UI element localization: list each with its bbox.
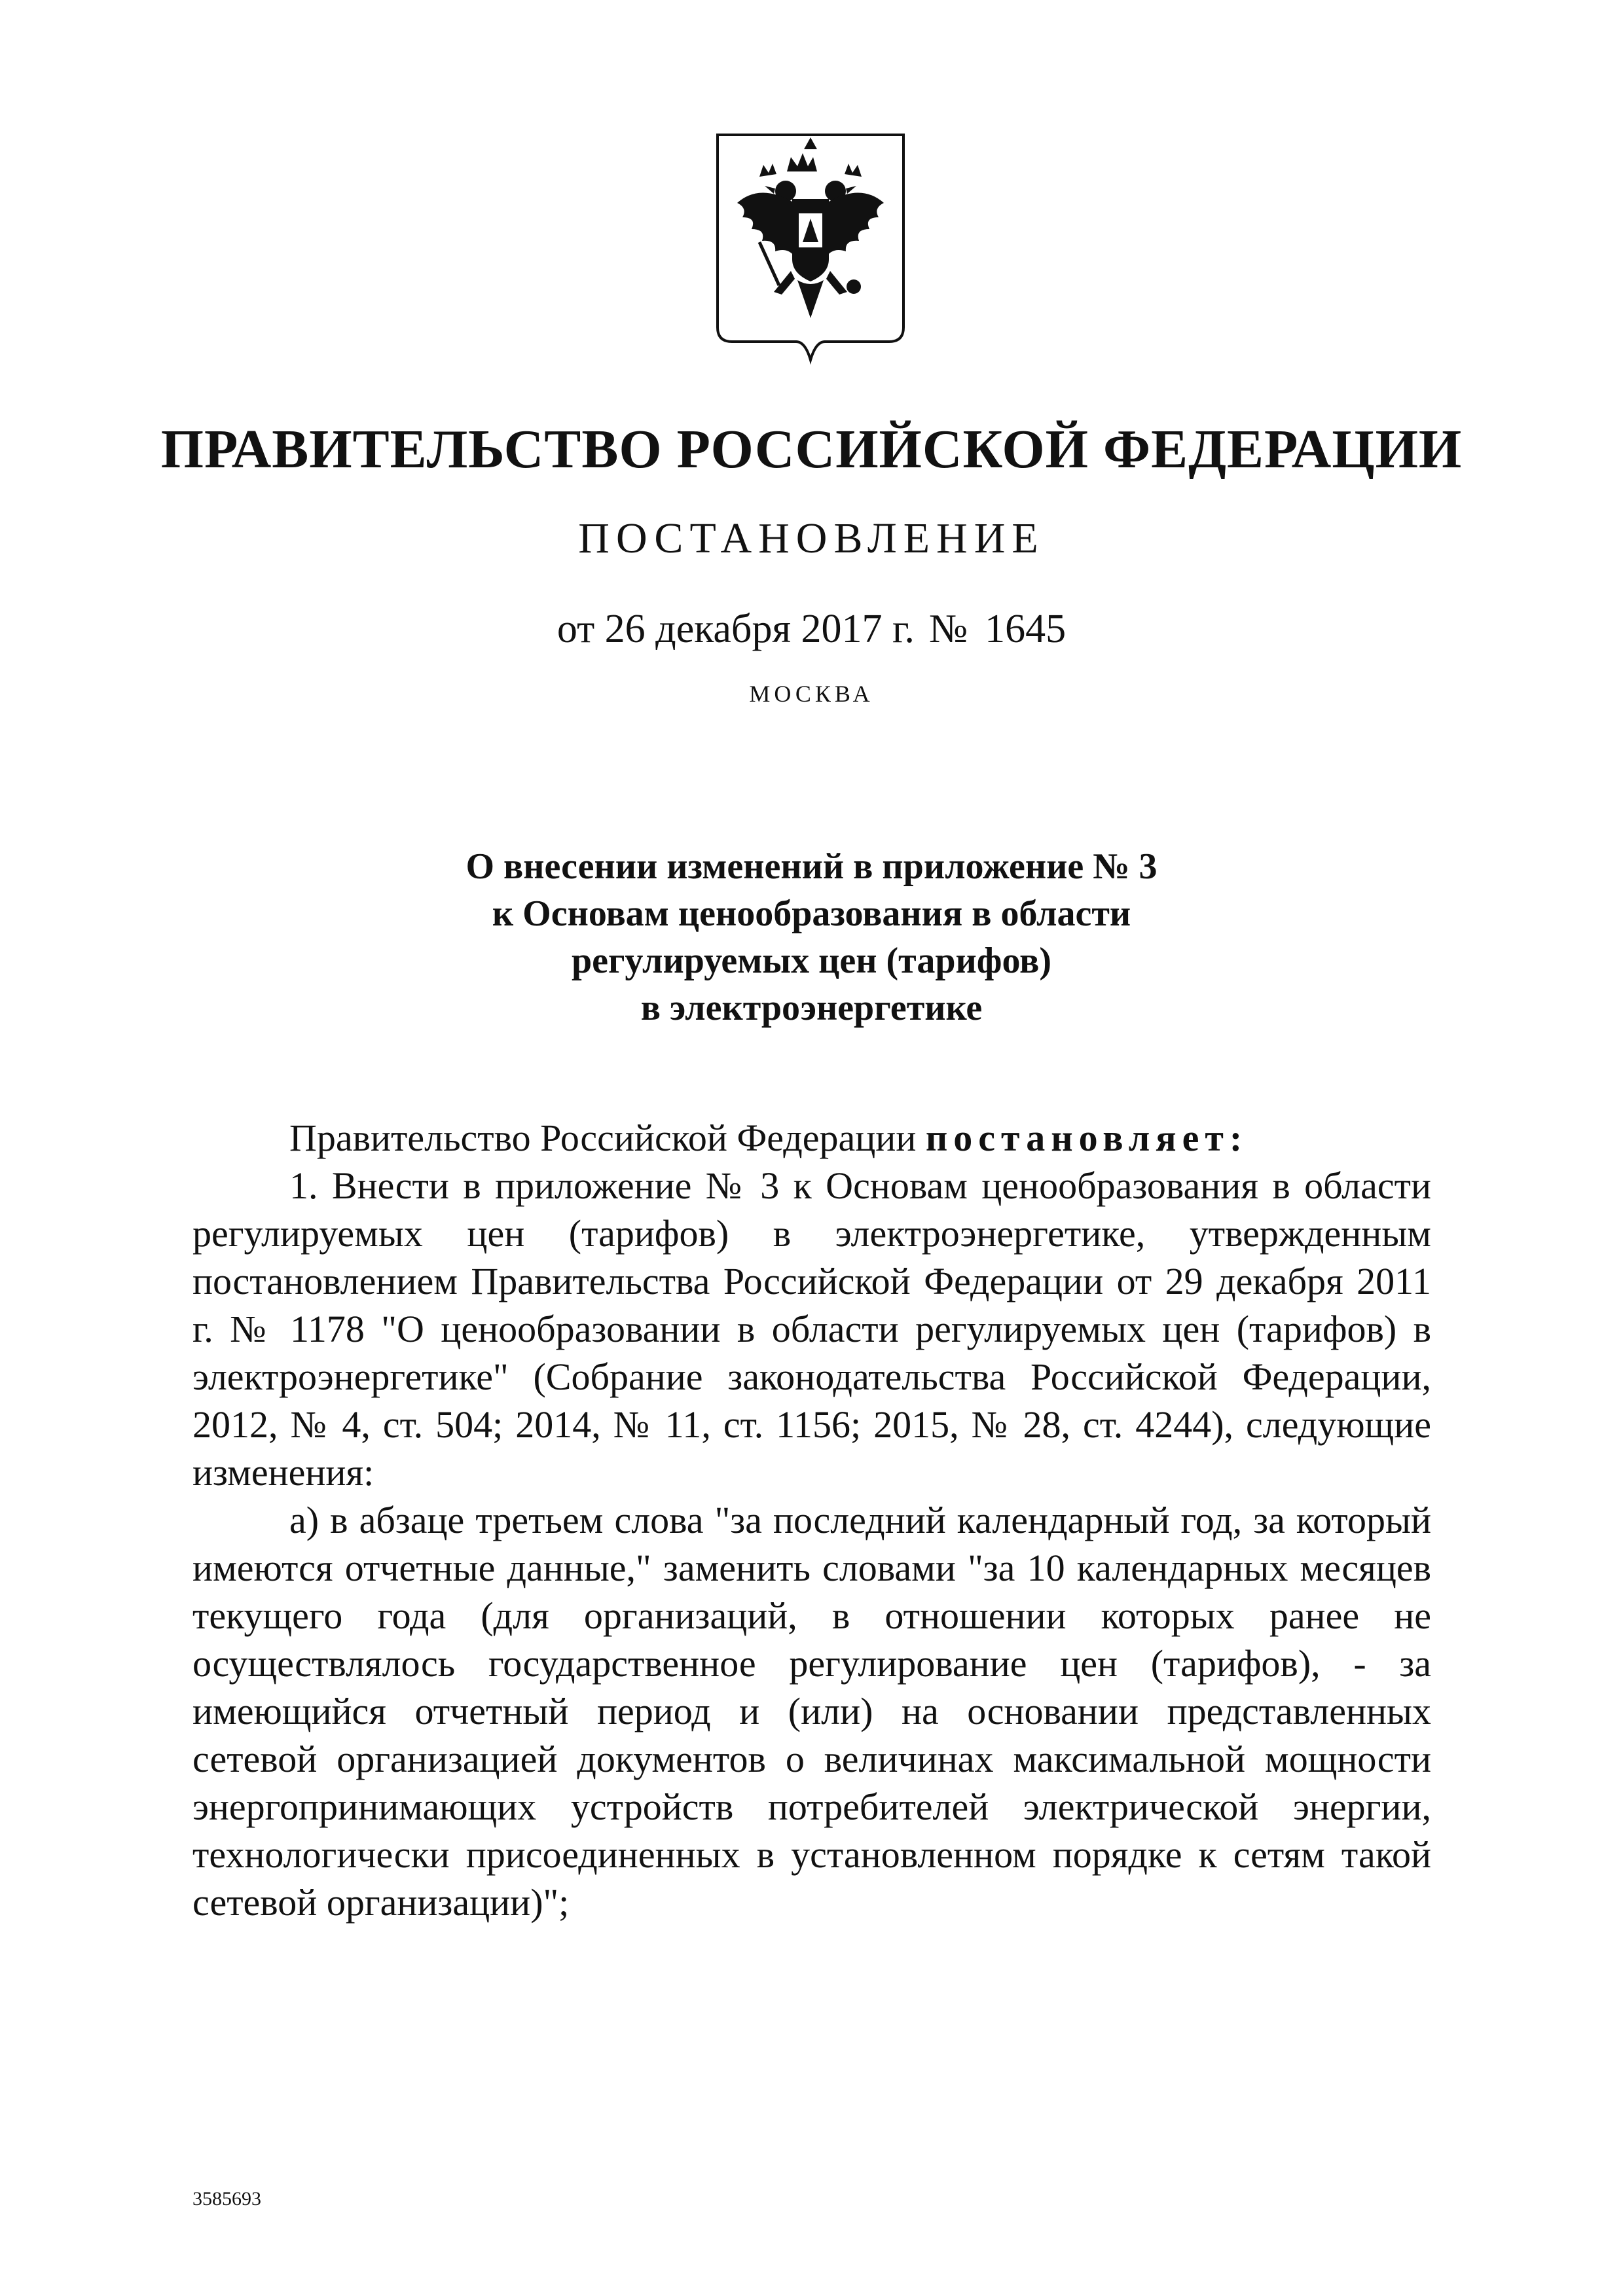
decree-body (192, 1114, 1431, 1926)
decree-date: от 26 декабря 2017 г. (556, 607, 915, 651)
preamble-text: Правительство Российской Федерации (289, 1117, 917, 1159)
document-number: 3585693 (192, 2188, 261, 2210)
government-title: ПРАВИТЕЛЬСТВО РОССИЙСКОЙ ФЕДЕРАЦИИ (160, 419, 1463, 480)
decree-subject (0, 843, 1623, 1031)
city: МОСКВА (749, 681, 874, 707)
number-sign: № (928, 607, 968, 651)
subject-line: в электроэнергетике (640, 988, 983, 1028)
paragraph-1: 1. Внести в приложение № 3 к Основам ценообразования в области регулируемых цен (тарифов) в электроэнергетике, утвержденным постановлением Правительства Российской Федерации от 29 декабря 2011 г. № 1178 "О ценообразовании в области регулируемых цен (тарифов) в электроэнергетике" (Собрание законодательства Российской Федерации, 2012, № 4, ст. 504; 2014, № 11, ст. 1156; 2015, № 28, ст. 4244), следующие изменения: (192, 1164, 1431, 1494)
preamble (192, 1114, 1431, 1162)
paragraph-a: а) в абзаце третьем слова "за последний календарный год, за который имеются отчетные данные," заменить словами "за 10 календарных месяцев текущего года (для организаций, в отношении которых ранее не осуществлялось государственное регулирование цен (тарифов), - за имеющийся отчетный период и (или) на основании представленных сетевой организацией документов о величинах максимальной мощности энергопринимающих устройств потребителей электрической энергии, технологически присоединенных в установленном порядке к сетям такой сетевой организации)"; (192, 1499, 1431, 1924)
subject-line: О внесении изменений в приложение № 3 (465, 846, 1158, 887)
decree-label: ПОСТАНОВЛЕНИЕ (578, 514, 1045, 562)
subject-line: регулируемых цен (тарифов) (571, 941, 1051, 981)
russian-coat-of-arms-icon (714, 131, 907, 367)
decree-date-number (0, 601, 1623, 657)
decree-number: 1645 (985, 607, 1067, 651)
resolves-word: постановляет: (925, 1117, 1249, 1159)
subject-line: к Основам ценообразования в области (492, 893, 1131, 934)
